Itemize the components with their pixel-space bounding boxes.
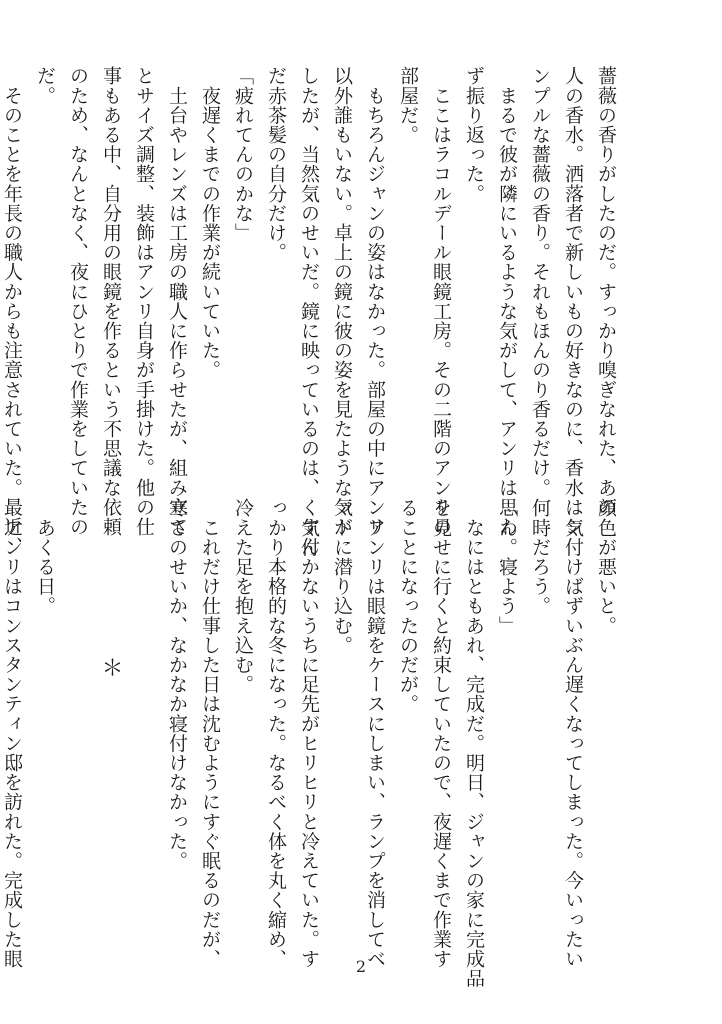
- text-line: とサイズ調整、装飾はアンリ自身が手掛けた。他の仕: [133, 66, 155, 537]
- text-line: 土台やレンズは工房の職人に作らせたが、組み立て: [166, 66, 188, 537]
- text-line: 「ん。寝よう」: [496, 498, 518, 636]
- text-line: ンプルな薔薇の香り。それもほんのり香るだけ。: [529, 66, 551, 498]
- text-line: 以外誰もいない。卓上の鏡に彼の姿を見たような気が: [331, 66, 353, 537]
- text-line: なにはともあれ、完成だ。明日、ジャンの家に完成品: [463, 498, 485, 988]
- lower-text-block: [0, 498, 622, 988]
- text-line: アンリはコンスタンティン邸を訪れた。完成した眼: [1, 498, 23, 969]
- text-line: だ赤茶髪の自分だけ。: [265, 66, 287, 262]
- text-line: 寒さのせいか、なかなか寝付けなかった。: [166, 498, 188, 871]
- text-line: 「疲れてんのかな」: [232, 66, 254, 243]
- text-line: 気付けばずいぶん遅くなってしまった。今いったい: [562, 498, 584, 969]
- text-line: のため、なんとなく、夜にひとりで作業をしていたの: [67, 66, 89, 537]
- text-line: っかり本格的な冬になった。なるべく体を丸く縮め、: [265, 498, 287, 969]
- text-line: 気付かないうちに足先がヒリヒリと冷えていた。す: [298, 498, 320, 969]
- page-number: 2: [355, 957, 367, 976]
- text-line: あくる日。: [34, 498, 56, 616]
- text-line: 事もある中、自分用の眼鏡を作るという不思議な依頼: [100, 66, 122, 537]
- text-line: 顔色が悪いと。: [595, 498, 617, 636]
- text-line: もちろんジャンの姿はなかった。部屋の中にアンリ: [364, 66, 386, 537]
- text-line: そのことを年長の職人からも注意されていた。最近、: [1, 66, 23, 556]
- text-line: これだけ仕事した日は沈むようにすぐ眠るのだが、: [199, 498, 221, 969]
- upper-text-block: [0, 66, 622, 556]
- section-break-asterisk: ＊: [98, 498, 123, 679]
- text-line: を見せに行くと約束していたので、夜遅くまで作業す: [430, 498, 452, 969]
- text-line: まるで彼が隣にいるような気がして、アンリは思わ: [496, 66, 518, 537]
- text-line: ここはラコルデール眼鏡工房。その二階のアンリの: [430, 66, 452, 537]
- text-line: 何時だろう。: [529, 498, 551, 616]
- text-line: アンリは眼鏡をケースにしまい、ランプを消してベ: [364, 498, 386, 969]
- text-line: したが、当然気のせいだ。鏡に映っているのは、くすん: [298, 66, 320, 556]
- text-line: ることになったのだが。: [397, 498, 419, 714]
- text-line: だ。: [34, 66, 56, 106]
- text-line: 人の香水。洒落者で新しいもの好きなのに、香水はシ: [562, 66, 584, 537]
- blank-line: [61, 498, 94, 918]
- text-line: 部屋だ。: [397, 66, 419, 145]
- text-line: 冷えた足を抱え込む。: [232, 498, 254, 694]
- text-line: ず振り返った。: [463, 66, 485, 204]
- blank-line: [127, 498, 160, 918]
- text-line: 夜遅くまでの作業が続いていた。: [199, 66, 221, 380]
- text-line: ッドに潜り込む。: [331, 498, 353, 655]
- text-line: 薔薇の香りがしたのだ。すっかり嗅ぎなれた、あの: [595, 66, 617, 517]
